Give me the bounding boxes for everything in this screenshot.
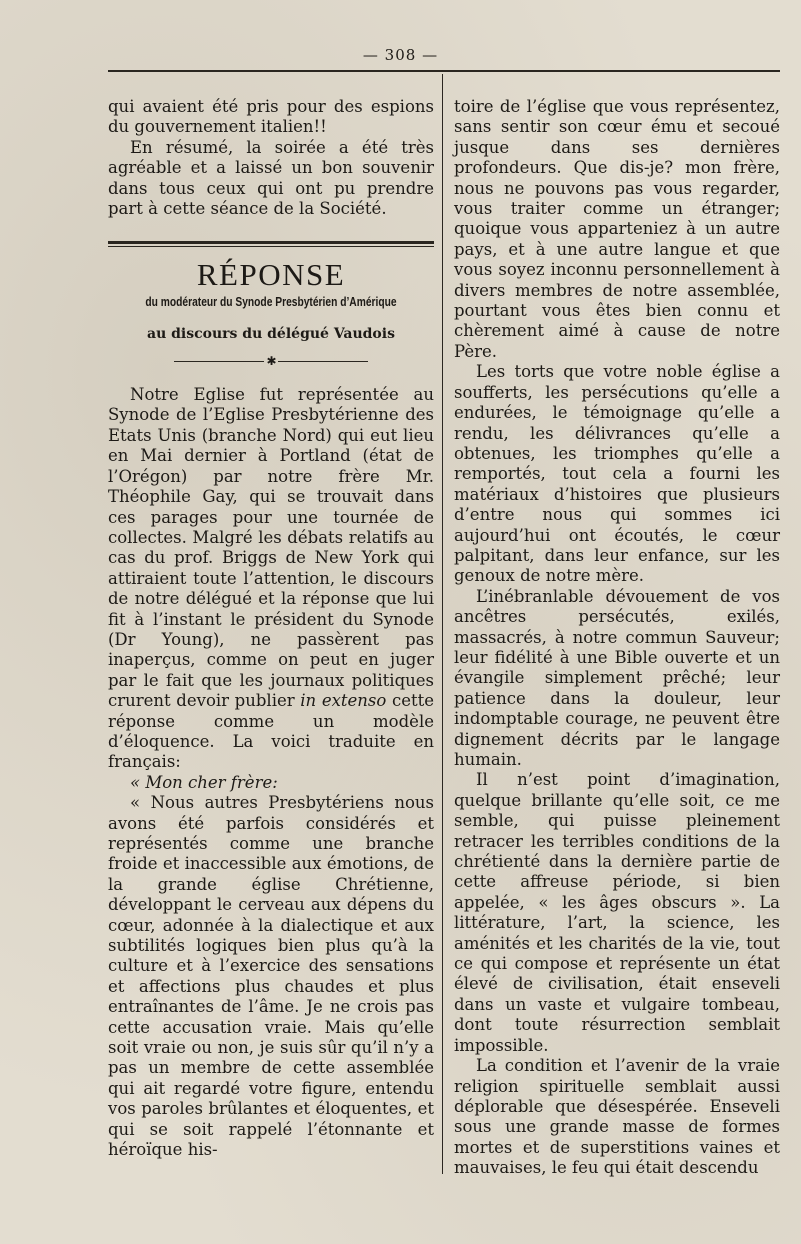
column-divider: [442, 74, 443, 1174]
paragraph: L’inébranlable dévouement de vos ancêtres persécutés, exilés, massacrés, à notre commun Sauveur; leur fidélité à une Bible ouverte et un évangile simplement prêché; leur patience dans la douleur, leur indomptable courage, ne peuvent être dignement décrits par le langage humain.: [454, 586, 780, 769]
right-column: [454, 97, 780, 1179]
italic-phrase: in extenso: [300, 691, 387, 711]
paragraph: Les torts que votre noble église a soufferts, les persécutions qu’elle a endurées, le témoignage qu’elle a rendu, les délivrances qu’elle a obtenues, les triomphes qu’elle a remportés, tout cela a fourni les matériaux d’histoires que plusieurs d’entre nous qui sommes ici aujourd’hui ont écoutés, le cœur palpitant, dans leur enfance, sur les genoux de notre mère.: [454, 362, 780, 586]
article-subtitle-2: au discours du délégué Vaudois: [147, 326, 395, 343]
article-subtitle: du modérateur du Synode Presbytérien d’Amérique: [145, 294, 397, 309]
salutation: « Mon cher frère:: [130, 772, 278, 792]
paragraph: En résumé, la soirée a été très agréable et a laissé un bon souvenir dans tous ceux qui ont pu prendre part à cette séance de la Société.: [108, 137, 434, 219]
paragraph: « Nous autres Presbytériens nous avons été parfois considérés et représentés comme une branche froide et inaccessible aux émotions, de la grande église Chrétienne, développant le cerveau aux dépens du cœur, adonnée à la dialectique et aux subtilités logiques bien plus qu’à la culture et à l’exercice des sensations et affections plus chaudes et plus entraînantes de l’âme. Je ne crois pas cette accusation vraie. Mais qu’elle soit vraie ou non, je suis sûr qu’il n’y a pas un membre de cette assemblée qui ait regardé votre figure, entendu vos paroles brûlantes et éloquentes, et qui se soit rappelé l’étonnante et héroïque his-: [108, 793, 434, 1160]
ornament-divider: ✱: [108, 351, 434, 371]
left-column: [108, 97, 434, 1161]
article-title: RÉPONSE: [196, 257, 346, 293]
page-number: — 308 —: [362, 46, 439, 64]
header-rule: [108, 70, 780, 72]
section-rule-thin: [108, 246, 434, 247]
paragraph: Il n’est point d’imagination, quelque brillante qu’elle soit, ce me semble, qui puisse pleinement retracer les terribles conditions de la chrétienté dans la dernière partie de cette affreuse période, si bien appelée, « les âges obscurs ». La littérature, l’art, la science, les aménités et les charités de la vie, tout ce qui compose et représente un état élevé de civilisation, était enseveli dans un vaste et vulgaire tombeau, dont toute résurrection semblait impossible.: [454, 770, 780, 1055]
section-rule: [108, 241, 434, 244]
paragraph: qui avaient été pris pour des espions du gouvernement italien!!: [108, 97, 434, 137]
paragraph: La condition et l’avenir de la vraie religion spirituelle semblait aussi déplorable que désespérée. Enseveli sous une grande masse de formes mortes et de superstitions vaines et mauvaises, le feu qui était descendu: [454, 1056, 780, 1178]
paragraph: Notre Eglise fut représentée au Synode de l’Eglise Presbytérienne des Etats Unis (branche Nord) qui eut lieu en Mai dernier à Portland (état de l’Orégon) par notre frère Mr. Théophile Gay, qui se trouvait dans ces parages pour une tournée de collectes. Malgré les débats relatifs au cas du prof. Briggs de New York qui attiraient toute l’attention, le discours de notre délégué et la réponse que lui fit à l’instant le président du Synode (Dr Young), ne passèrent pas inaperçus, comme on peut en juger par le fait que les journaux politiques crurent devoir publier in extenso cette réponse comme un modèle d’éloquence. La voici traduite en français:: [108, 385, 434, 772]
paragraph: toire de l’église que vous représentez, sans sentir son cœur ému et secoué jusque dans ses dernières profondeurs. Que dis-je? mon frère, nous ne pouvons pas vous regarder, vous traiter comme un étranger; quoique vous apparteniez à un autre pays, et à une autre langue et que vous soyez inconnu personnellement à divers membres de notre assemblée, pourtant vous êtes bien connu et chèrement aimé à cause de notre Père.: [454, 97, 780, 361]
